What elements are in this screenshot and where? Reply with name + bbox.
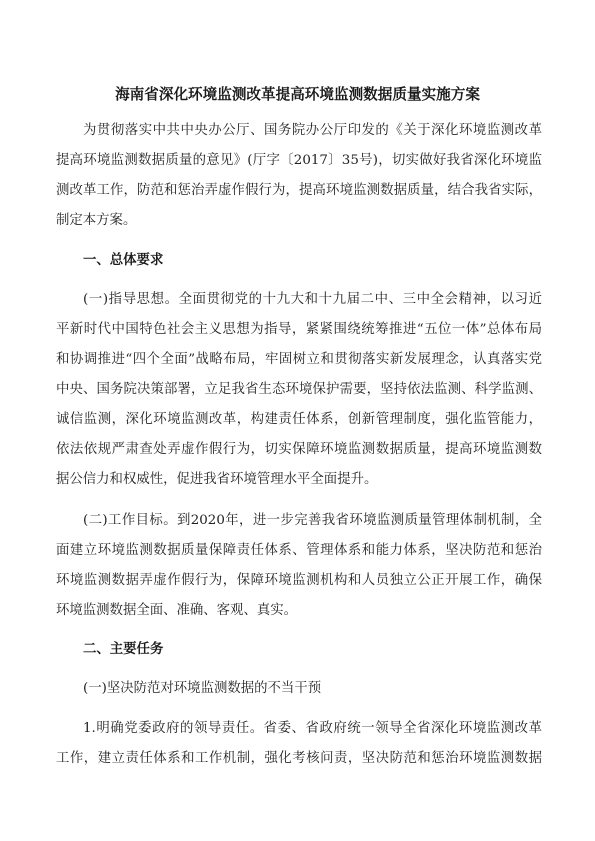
para1-line-3: 和协调推进“四个全面”战略布局，牢固树立和贯彻落实新发展理念，认真落实党 [56,352,542,367]
section-heading-general: 一、总体要求 [83,253,164,268]
para1-line-5: 诚信监测，深化环境监测改革，构建责任体系，创新管理制度，强化监管能力， [56,412,542,427]
para3-line-1: 1.明确党委政府的领导责任。省委、省政府统一领导全省深化环境监测改革 [83,721,542,736]
para3-line-2: 工作，建立责任体系和工作机制，强化考核问责，坚决防范和惩治环境监测数据 [56,751,542,766]
para1-line-6: 依法依规严肃查处弄虚作假行为，切实保障环境监测数据质量，提高环境监测数 [56,442,542,457]
document-title: 海南省深化环境监测改革提高环境监测数据质量实施方案 [115,86,480,103]
para2-line-1: (二)工作目标。到2020年，进一步完善我省环境监测质量管理体制机制，全 [83,513,542,528]
intro-line-3: 测改革工作，防范和惩治弄虚作假行为，提高环境监测数据质量，结合我省实际， [56,183,542,198]
para1-line-4: 中央、国务院决策部署，立足我省生态环境保护需要，坚持依法监测、科学监测、 [56,382,542,397]
subsection-heading: (一)坚决防范对环境监测数据的不当干预 [83,681,322,696]
para2-line-2: 面建立环境监测数据质量保障责任体系、管理体系和能力体系，坚决防范和惩治 [56,543,542,558]
para2-line-3: 环境监测数据弄虚作假行为，保障环境监测机构和人员独立公正开展工作，确保 [56,573,542,588]
para1-line-1: (一)指导思想。全面贯彻党的十九大和十九届二中、三中全会精神，以习近 [83,292,542,307]
para1-line-7: 据公信力和权威性，促进我省环境管理水平全面提升。 [56,472,378,487]
intro-line-4: 制定本方案。 [56,213,137,228]
para2-line-4: 环境监测数据全面、准确、客观、真实。 [56,603,298,618]
intro-line-1: 为贯彻落实中共中央办公厅、国务院办公厅印发的《关于深化环境监测改革 [83,123,542,138]
para1-line-2: 平新时代中国特色社会主义思想为指导，紧紧围绕统筹推进“五位一体”总体布局 [56,322,542,337]
section-heading-tasks: 二、主要任务 [83,642,164,657]
intro-line-2: 提高环境监测数据质量的意见》(厅字〔2017〕35号)，切实做好我省深化环境监 [56,153,542,168]
